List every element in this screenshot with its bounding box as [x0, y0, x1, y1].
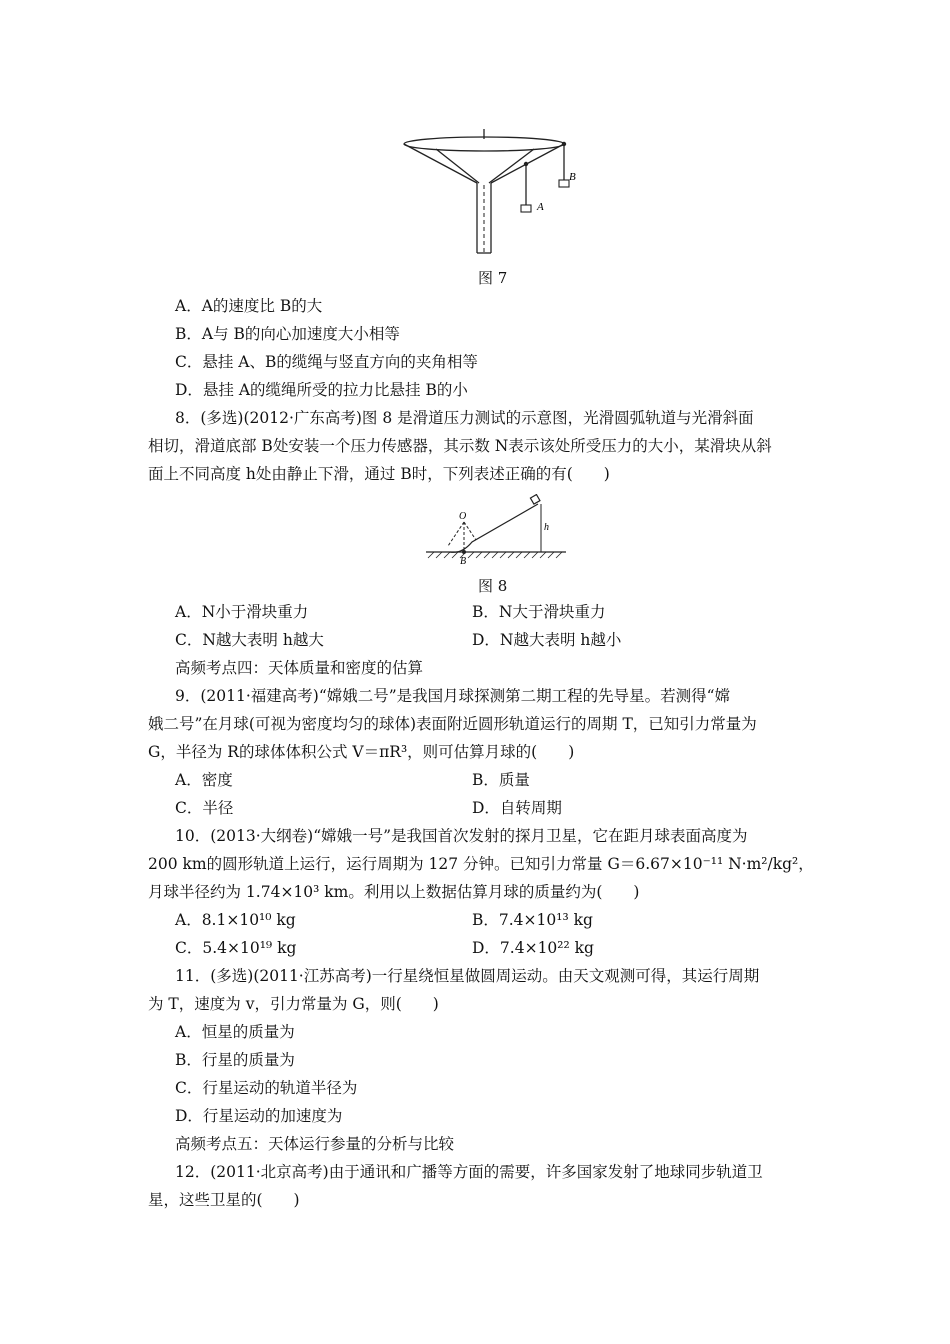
section-5-heading: 高频考点五：天体运行参量的分析与比较 [175, 1135, 455, 1153]
q12-text-line-2: 星，这些卫星的( ) [148, 1191, 300, 1209]
q11-option-d: D．行星运动的加速度为 [175, 1107, 343, 1125]
q10-option-c: C．5.4×10¹⁹ kg [175, 939, 297, 957]
q8-option-b: B．N大于滑块重力 [472, 603, 606, 621]
q10-option-d: D．7.4×10²² kg [472, 939, 594, 957]
q9-option-c: C．半径 [175, 799, 234, 817]
q11-text-line-1: 11．(多选)(2011·江苏高考)一行星绕恒星做圆周运动。由天文观测可得，其运行周期 [175, 967, 760, 985]
q11-option-c: C．行星运动的轨道半径为 [175, 1079, 358, 1097]
figure-7-caption: 图 7 [478, 269, 508, 287]
q8-option-c: C．N越大表明 h越大 [175, 631, 324, 649]
q10-option-b: B．7.4×10¹³ kg [472, 911, 593, 929]
q11-option-b: B．行星的质量为 [175, 1051, 295, 1069]
q7-option-b: B．A与 B的向心加速度大小相等 [175, 325, 400, 343]
q8-text-line-2: 相切，滑道底部 B处安装一个压力传感器，其示数 N表示该处所受压力的大小，某滑块从斜 [148, 437, 772, 455]
q11-text-line-2: 为 T，速度为 v，引力常量为 G，则( ) [148, 995, 439, 1013]
q8-option-a: A．N小于滑块重力 [175, 603, 309, 621]
fig8-label-h: h [544, 522, 549, 533]
q8-option-d: D．N越大表明 h越小 [472, 631, 622, 649]
q7-option-d: D．悬挂 A的缆绳所受的拉力比悬挂 B的小 [175, 381, 468, 399]
q9-text-line-1: 9．(2011·福建高考)“嫦娥二号”是我国月球探测第二期工程的先导星。若测得“嫦 [175, 687, 731, 705]
figure-8-diagram [420, 494, 570, 564]
fig7-label-b: B [569, 171, 576, 183]
q7-option-c: C．悬挂 A、B的缆绳与竖直方向的夹角相等 [175, 353, 478, 371]
q8-text-line-1: 8．(多选)(2012·广东高考)图 8 是滑道压力测试的示意图，光滑圆弧轨道与光滑斜面 [175, 409, 754, 427]
q12-text-line-1: 12．(2011·北京高考)由于通讯和广播等方面的需要，许多国家发射了地球同步轨道卫 [175, 1163, 763, 1181]
q10-option-a: A．8.1×10¹⁰ kg [175, 911, 296, 929]
fig8-label-o: O [459, 511, 467, 522]
q11-option-a: A．恒星的质量为 [175, 1023, 295, 1041]
q9-text-line-3: G，半径为 R的球体体积公式 V＝πR³，则可估算月球的( ) [148, 743, 575, 761]
q9-option-a: A．密度 [175, 771, 233, 789]
section-4-heading: 高频考点四：天体质量和密度的估算 [175, 659, 424, 677]
q10-text-line-2: 200 km的圆形轨道上运行，运行周期为 127 分钟。已知引力常量 G＝6.67×10⁻¹¹ N·m²/kg²， [148, 855, 814, 873]
figure-7-diagram [376, 125, 596, 255]
q10-text-line-3: 月球半径约为 1.74×10³ km。利用以上数据估算月球的质量约为( ) [148, 883, 640, 901]
q9-option-b: B．质量 [472, 771, 530, 789]
q8-text-line-3: 面上不同高度 h处由静止下滑，通过 B时，下列表述正确的有( ) [148, 465, 610, 483]
q7-option-a: A．A的速度比 B的大 [175, 297, 323, 315]
q10-text-line-1: 10．(2013·大纲卷)“嫦娥一号”是我国首次发射的探月卫星，它在距月球表面高度为 [175, 827, 748, 845]
q9-option-d: D．自转周期 [472, 799, 562, 817]
fig8-label-b: B [460, 556, 467, 564]
fig7-label-a: A [537, 201, 544, 213]
q9-text-line-2: 娥二号”在月球(可视为密度均匀的球体)表面附近圆形轨道运行的周期 T，已知引力常量为 [148, 715, 757, 733]
figure-8-caption: 图 8 [478, 577, 508, 595]
